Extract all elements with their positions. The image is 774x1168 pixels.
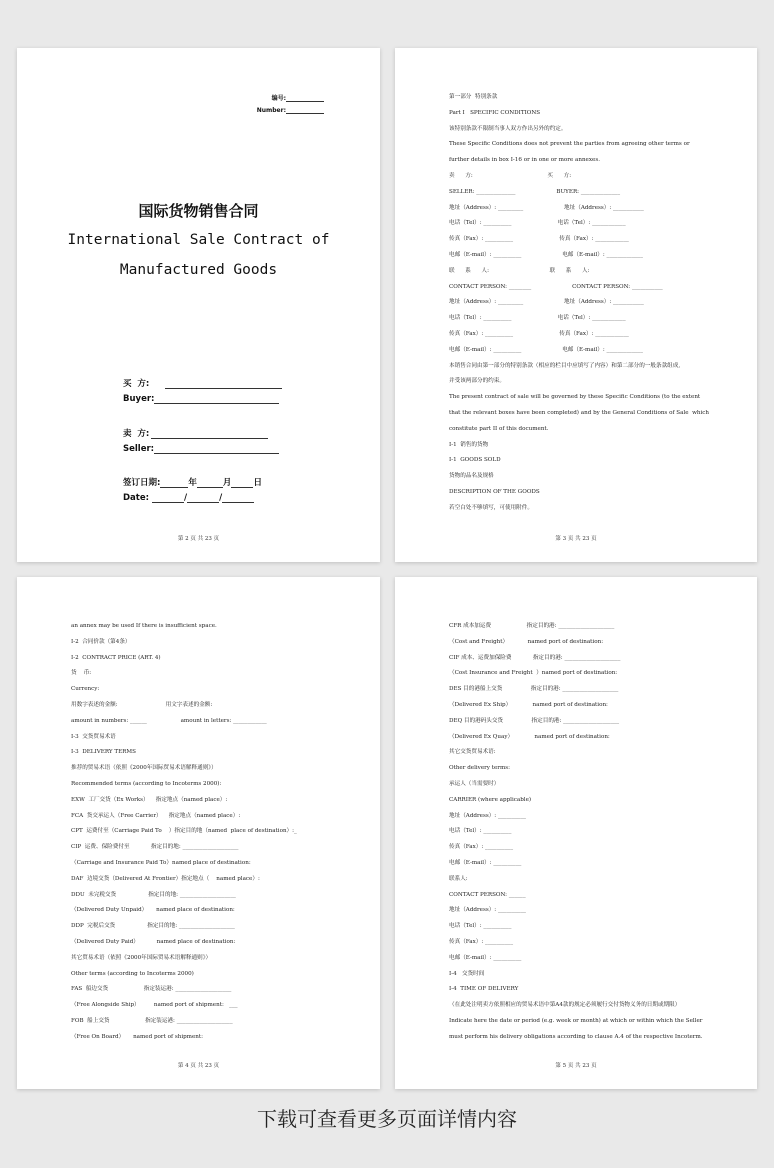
text-line: 卖 方: 买 方: (449, 173, 572, 179)
text-line: must perform his delivery obligations according to clause A.4 of the respective Incoterm. (449, 1033, 703, 1040)
text-line: CIP 运费、保险费付至 指定目的地: ____________________ (71, 844, 239, 851)
text-line: 本销售合同由第一部分的特别条款（相应的栏目中应填写了内容）和第二部分的一般条款组成, (449, 362, 681, 369)
text-line: further details in box I-16 or in one or more annexes. (449, 157, 600, 164)
date-cn-field: 签订日期: 年 月 日 (123, 478, 262, 488)
text-line: CONTACT PERSON: ______ (449, 891, 526, 898)
text-line: SELLER: ______________ BUYER: ______________ (449, 188, 620, 195)
text-line: I-3 DELIVERY TERMS (71, 749, 136, 756)
text-line: 第一部分 特别条款 (449, 94, 498, 100)
text-line: DEQ 目的港码头交货 指定目的港: ____________________ (449, 717, 620, 724)
text-line: I-4 TIME OF DELIVERY (449, 986, 519, 993)
text-line: 其它贸易术语（依照《2000年国际贸易术语解释通则》） (71, 954, 212, 961)
page-footer: 第 5 页 共 23 页 (555, 1063, 597, 1069)
text-line: DAF 边境交货（Delivered At Frontier）指定地点（ named place）: (71, 875, 260, 882)
text-line: （Carriage and Insurance Paid To）named place of destination: (71, 860, 251, 866)
text-line: 传真（Fax）: __________ 传真（Fax）: ____________ (449, 236, 629, 243)
text-line: 该特别条款不限制当事人双方作出另外的约定。 (449, 125, 567, 132)
text-line: （Delivered Ex Quay） named port of destination: (449, 733, 610, 740)
text-line: Recommended terms (according to Incoterms 2000): (71, 781, 222, 787)
title-cn: 国际货物销售合同 (138, 202, 259, 220)
text-line: I-1 销售的货物 (449, 441, 489, 448)
text-line: 货物的品名及规格 (449, 473, 494, 480)
text-line: Part I SPECIFIC CONDITIONS (449, 109, 541, 116)
text-line: 若空白处不够填写，可使用附件。 (449, 504, 533, 511)
text-line: （在此处注明卖方依照相应的贸易术语中第A4款的规定必须履行交付货物义务的日期或期限） (449, 1002, 681, 1009)
text-line: 地址（Address）: _________ 地址（Address）: ___________ (449, 204, 644, 211)
text-line: 并受该两部分的约束。 (449, 378, 505, 385)
text-line: 电邮（E-mail）: __________ 电邮（E-mail）: _____________ (449, 346, 643, 353)
text-line: 电邮（E-mail）: __________ (449, 860, 522, 866)
text-line: 电话（Tel）: __________ 电话（Tel）: ____________ (449, 315, 626, 322)
buyer-cn-field: 买 方: (123, 377, 282, 389)
number-field: Number: (257, 105, 324, 114)
text-line: 联 系 人: 联 系 人: (449, 267, 590, 274)
text-line: EXW 工厂交货（Ex Works） 指定地点（named place）: (71, 796, 228, 803)
text-line: CIF 成本、运费加保险费 指定目的港: ____________________ (449, 654, 621, 661)
text-line: DESCRIPTION OF THE GOODS (449, 489, 540, 495)
text-line: I-4 交货时间 (449, 970, 485, 977)
date-en-field: Date: / / (123, 493, 254, 503)
text-line: （Delivered Ex Ship） named port of destination: (449, 702, 608, 708)
text-line: Other delivery terms: (449, 765, 511, 772)
page-5 (395, 577, 757, 1089)
text-line: DES 目的港船上交货 指定目的港: ____________________ (449, 686, 619, 693)
text-line: CONTACT PERSON: ________ CONTACT PERSON: ___________ (449, 283, 663, 290)
text-line: （Delivered Duty Unpaid） named place of destination: (71, 907, 235, 914)
seller-cn-field: 卖 方: (123, 427, 268, 439)
text-line: （Cost and Freight） named port of destination: (449, 638, 604, 645)
text-line: FCA 货交承运人（Free Carrier） 指定地点（named place）: (71, 812, 241, 819)
text-line: 推荐的贸易术语（依照《2000年国际贸易术语解释通则》） (71, 765, 217, 772)
text-line: 电话（Tel）: __________ (449, 923, 512, 930)
text-line: 用数字表述的金额: 用文字表述的金额: (71, 702, 213, 708)
text-line: 承运人（当需要时） (449, 781, 500, 787)
text-line: 传真（Fax）: __________ (449, 844, 513, 851)
page-4 (17, 577, 380, 1089)
text-line: Indicate here the date or period (e.g. week or month) at which or within which the Seller (449, 1018, 703, 1024)
page-2 (17, 48, 380, 562)
text-line: 地址（Address）: _________ 地址（Address）: ___________ (449, 299, 644, 306)
seller-en-field: Seller: (123, 444, 279, 454)
text-line: 其它交货贸易术语: (449, 749, 496, 756)
text-line: FOB 船上交货 指定装运港: ____________________ (71, 1018, 233, 1024)
text-line: 传真（Fax）: __________ (449, 939, 513, 945)
text-line: FAS 船边交货 指定装运港: ____________________ (71, 986, 232, 993)
text-line: CFR 成本加运费 指定目的港: ____________________ (449, 623, 615, 629)
page-3 (395, 48, 757, 562)
page-footer: 第 4 页 共 23 页 (177, 1063, 220, 1069)
text-line: Other terms (according to Incoterms 2000) (71, 970, 194, 977)
text-line: I-1 GOODS SOLD (449, 457, 501, 464)
text-line: amount in numbers: ______ amount in letters: ____________ (71, 717, 267, 724)
text-line: 联系人: (449, 875, 468, 882)
text-line: that the relevant boxes have been completed) and by the General Conditions of Sale which (449, 410, 710, 416)
text-line: The present contract of sale will be governed by these Specific Conditions (to the extent (449, 394, 701, 401)
text-line: 电话（Tel）: __________ (449, 828, 512, 835)
text-line: （Free Alongside Ship） named port of shipment: ___ (71, 1002, 238, 1009)
text-line: （Free On Board） named port of shipment: (71, 1033, 204, 1040)
text-line: Currency: (71, 686, 100, 693)
text-line: （Cost Insurance and Freight ）named port of destination: (449, 670, 618, 677)
page-footer: 第 2 页 共 23 页 (177, 536, 220, 542)
title-en-line-2: Manufactured Goods (119, 262, 278, 278)
text-line: 电邮（E-mail）: __________ (449, 954, 522, 961)
text-line: 货 币: (71, 670, 92, 677)
text-line: 电邮（E-mail）: __________ 电邮（E-mail）: _____________ (449, 252, 643, 258)
text-line: These Specific Conditions does not prevent the parties from agreeing other terms or (449, 141, 690, 148)
text-line: I-3 交货贸易术语 (71, 733, 116, 740)
code-field: 编号: (272, 93, 324, 102)
text-line: 地址（Address）: __________ (449, 907, 526, 914)
text-line: 电话（Tel）: __________ 电话（Tel）: ____________ (449, 220, 626, 227)
text-line: constitute part II of this document. (449, 425, 549, 432)
text-line: CPT 运费付至（Carriage Paid To ）指定目的地（named place of destination）:_ (71, 828, 297, 835)
text-line: 地址（Address）: __________ (449, 812, 526, 819)
text-line: DDP 完税后交货 指定目的地: ____________________ (71, 923, 235, 930)
text-line: I-2 合同价款（第4条） (71, 638, 131, 645)
text-line: （Delivered Duty Paid） named place of destination: (71, 939, 236, 945)
text-line: DDU 未完税交货 指定目的地: ____________________ (71, 891, 236, 898)
text-line: CARRIER (where applicable) (449, 796, 532, 803)
text-line: an annex may be used If there is insufficient space. (71, 623, 217, 629)
page-footer: 第 3 页 共 23 页 (555, 536, 597, 542)
text-line: 传真（Fax）: __________ 传真（Fax）: ____________ (449, 331, 629, 337)
buyer-en-field: Buyer: (123, 394, 279, 404)
download-caption: 下载可查看更多页面详情内容 (257, 1107, 517, 1131)
text-line: I-2 CONTRACT PRICE (ART. 4) (71, 654, 161, 661)
title-en-line-1: International Sale Contract of (67, 232, 330, 248)
